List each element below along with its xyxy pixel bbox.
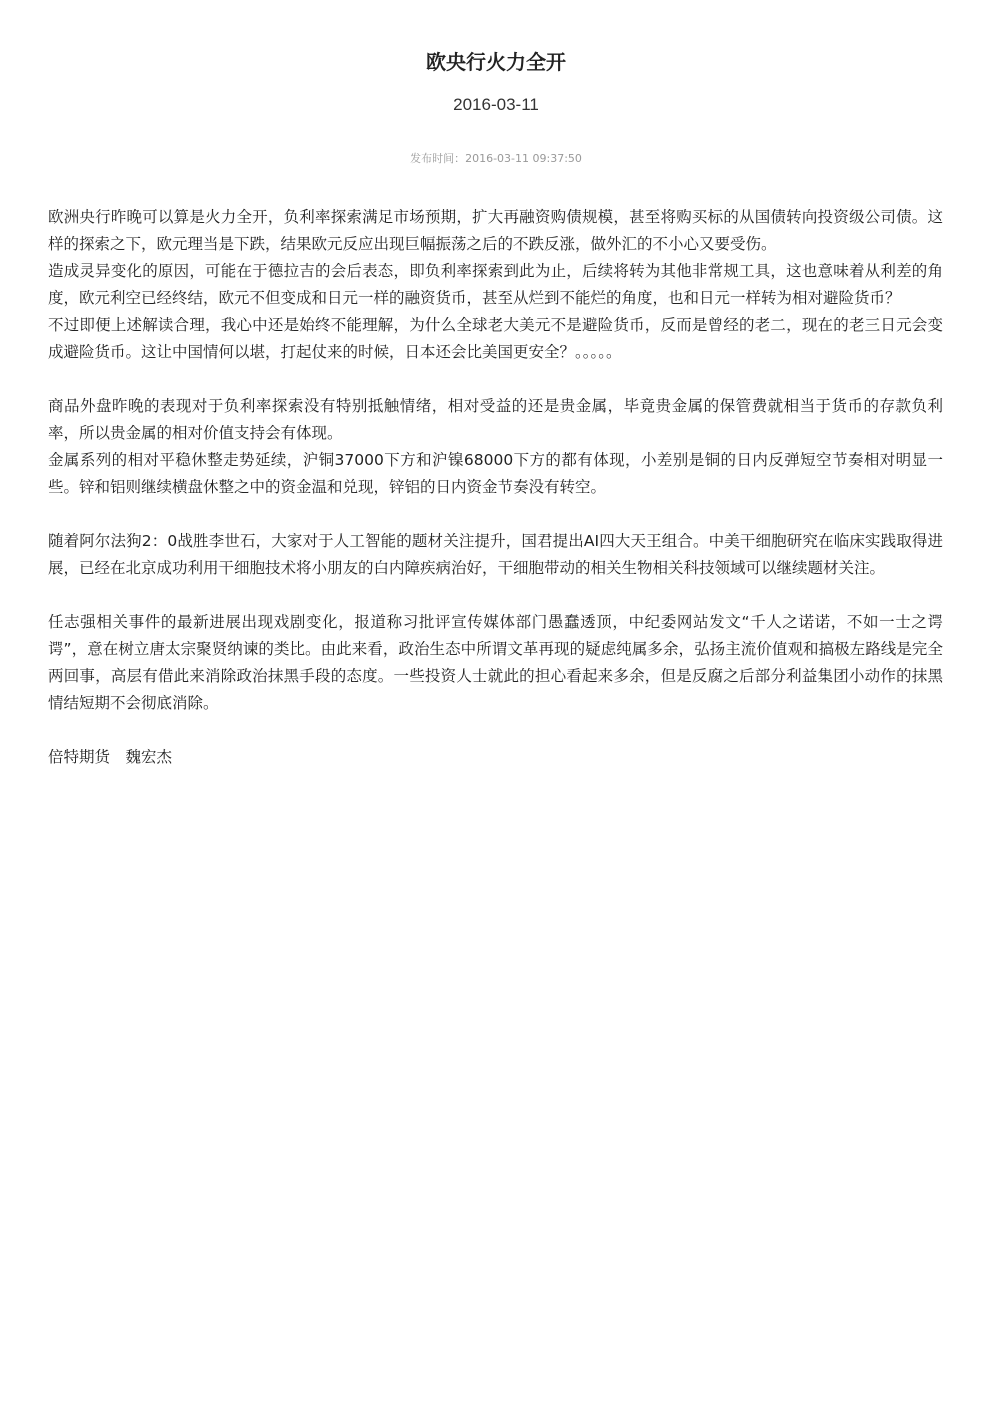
paragraph: 随着阿尔法狗2：0战胜李世石，大家对于人工智能的题材关注提升，国君提出AI四大天王组合。中美干细胞研究在临床实践取得进展，已经在北京成功利用干细胞技术将小朋友的白内障疾病治好，干细胞带动的相关生物相关科技领域可以继续题材关注。 xyxy=(48,532,943,577)
paragraph-spacer xyxy=(48,582,943,609)
paragraph: 金属系列的相对平稳休整走势延续，沪铜37000下方和沪镍68000下方的都有体现，小差别是铜的日内反弹短空节奏相对明显一些。锌和铝则继续横盘休整之中的资金温和兑现，锌铝的日内资金节奏没有转空。 xyxy=(48,451,943,496)
paragraph: 不过即便上述解读合理，我心中还是始终不能理解，为什么全球老大美元不是避险货币，反而是曾经的老二，现在的老三日元会变成避险货币。这让中国情何以堪，打起仗来的时候，日本还会比美国更安全？。。。。。 xyxy=(48,316,943,361)
article-date: 2016-03-11 xyxy=(453,95,539,114)
article-title: 欧央行火力全开 xyxy=(426,50,566,74)
paragraph: 任志强相关事件的最新进展出现戏剧变化，报道称习批评宣传媒体部门愚蠢透顶，中纪委网站发文“千人之诺诺，不如一士之谔谔”，意在树立唐太宗聚贤纳谏的类比。由此来看，政治生态中所谓文革再现的疑虑纯属多余，弘扬主流价值观和搞极左路线是完全两回事，高层有借此来消除政治抹黑手段的态度。一些投资人士就此的担心看起来多余，但是反腐之后部分利益集团小动作的抹黑情结短期不会彻底消除。 xyxy=(48,613,943,712)
author-signature: 倍特期货 魏宏杰 xyxy=(48,748,173,766)
paragraph-spacer xyxy=(48,501,943,528)
paragraph-spacer xyxy=(48,366,943,393)
article-body xyxy=(48,204,943,771)
paragraph: 欧洲央行昨晚可以算是火力全开，负利率探索满足市场预期，扩大再融资购债规模，甚至将购买标的从国债转向投资级公司债。这样的探索之下，欧元理当是下跌，结果欧元反应出现巨幅振荡之后的不跌反涨，做外汇的不小心又要受伤。 xyxy=(48,208,943,253)
publish-time: 发布时间：2016-03-11 09:37:50 xyxy=(410,152,582,165)
paragraph-spacer xyxy=(48,717,943,744)
paragraph: 造成灵异变化的原因，可能在于德拉吉的会后表态，即负利率探索到此为止，后续将转为其他非常规工具，这也意味着从利差的角度，欧元利空已经终结，欧元不但变成和日元一样的融资货币，甚至从烂到不能烂的角度，也和日元一样转为相对避险货币？ xyxy=(48,262,943,307)
paragraph: 商品外盘昨晚的表现对于负利率探索没有特别抵触情绪，相对受益的还是贵金属，毕竟贵金属的保管费就相当于货币的存款负利率，所以贵金属的相对价值支持会有体现。 xyxy=(48,397,943,442)
